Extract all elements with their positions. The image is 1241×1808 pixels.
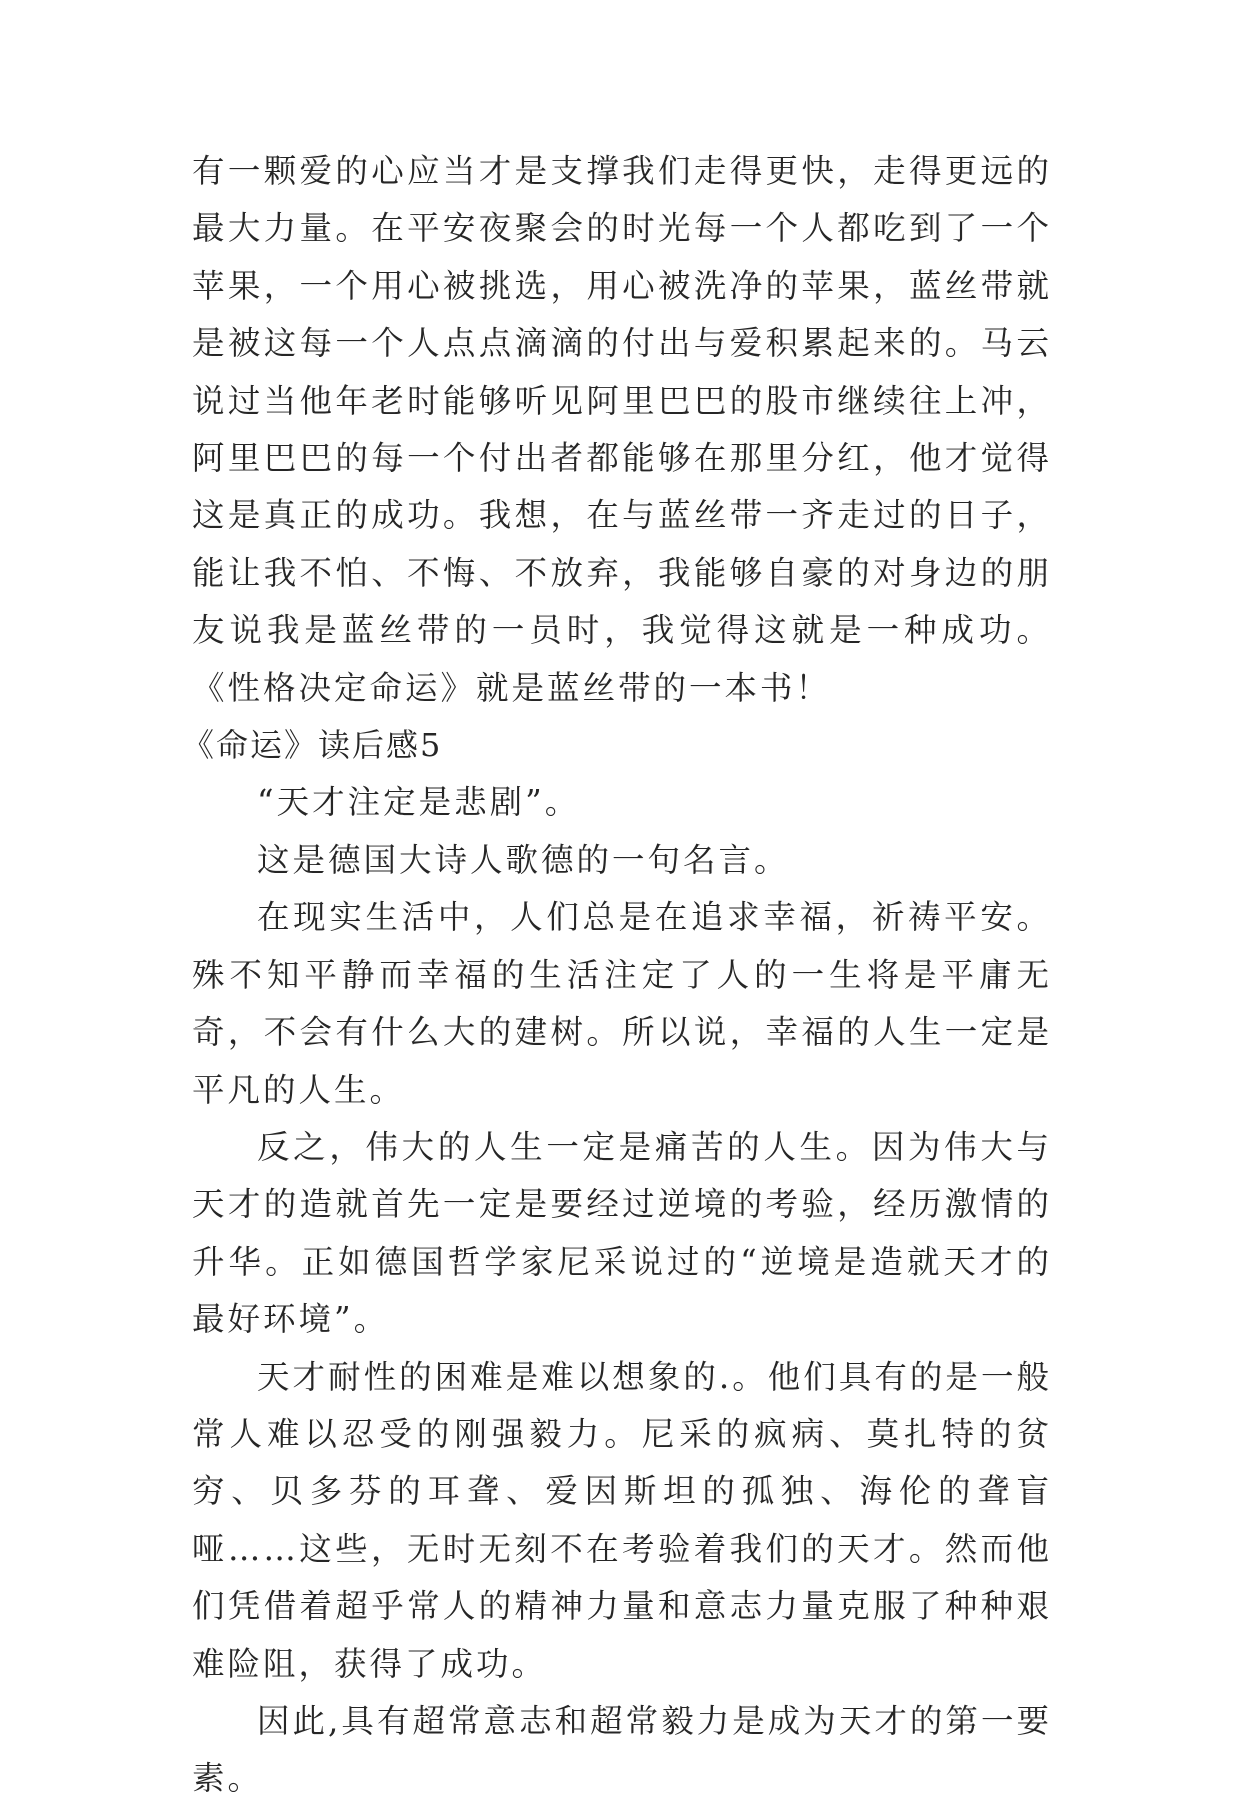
document-body xyxy=(182,143,1052,1808)
section-heading: 《命运》读后感5 xyxy=(182,726,443,765)
paragraph-conclusion: 因此,具有超常意志和超常毅力是成为天才的第一要素。 xyxy=(192,1701,1052,1798)
paragraph-happiness: 在现实生活中，人们总是在追求幸福，祈祷平安。殊不知平静而幸福的生活注定了人的一生将是平庸无奇，不会有什么大的建树。所以说，幸福的人生一定是平凡的人生。 xyxy=(192,898,1052,1109)
paragraph-quote: “天才注定是悲剧”。 xyxy=(257,783,581,822)
paragraph-blue-ribbon: 有一颗爱的心应当才是支撑我们走得更快，走得更远的最大力量。在平安夜聚会的时光每一个人都吃到了一个苹果，一个用心被挑选，用心被洗净的苹果，蓝丝带就是被这每一个人点点滴滴的付出与爱积累起来的。马云说过当他年老时能够听见阿里巴巴的股市继续往上冲，阿里巴巴的每一个付出者都能够在那里分红，他才觉得这是真正的成功。我想，在与蓝丝带一齐走过的日子，能让我不怕、不悔、不放弃，我能够自豪的对身边的朋友说我是蓝丝带的一员时，我觉得这就是一种成功。《性格决定命运》就是蓝丝带的一本书！ xyxy=(192,152,1052,707)
paragraph-genius-hardship: 天才耐性的困难是难以想象的.。他们具有的是一般常人难以忍受的刚强毅力。尼采的疯病、莫扎特的贫穷、贝多芬的耳聋、爱因斯坦的孤独、海伦的聋盲哑……这些，无时无刻不在考验着我们的天才。然而他们凭借着超乎常人的精神力量和意志力量克服了种种艰难险阻，获得了成功。 xyxy=(192,1357,1052,1683)
paragraph-greatness: 反之，伟大的人生一定是痛苦的人生。因为伟大与天才的造就首先一定是要经过逆境的考验，经历激情的升华。正如德国哲学家尼采说过的“逆境是造就天才的最好环境”。 xyxy=(192,1127,1052,1339)
paragraph-goethe: 这是德国大诗人歌德的一句名言。 xyxy=(257,840,790,879)
